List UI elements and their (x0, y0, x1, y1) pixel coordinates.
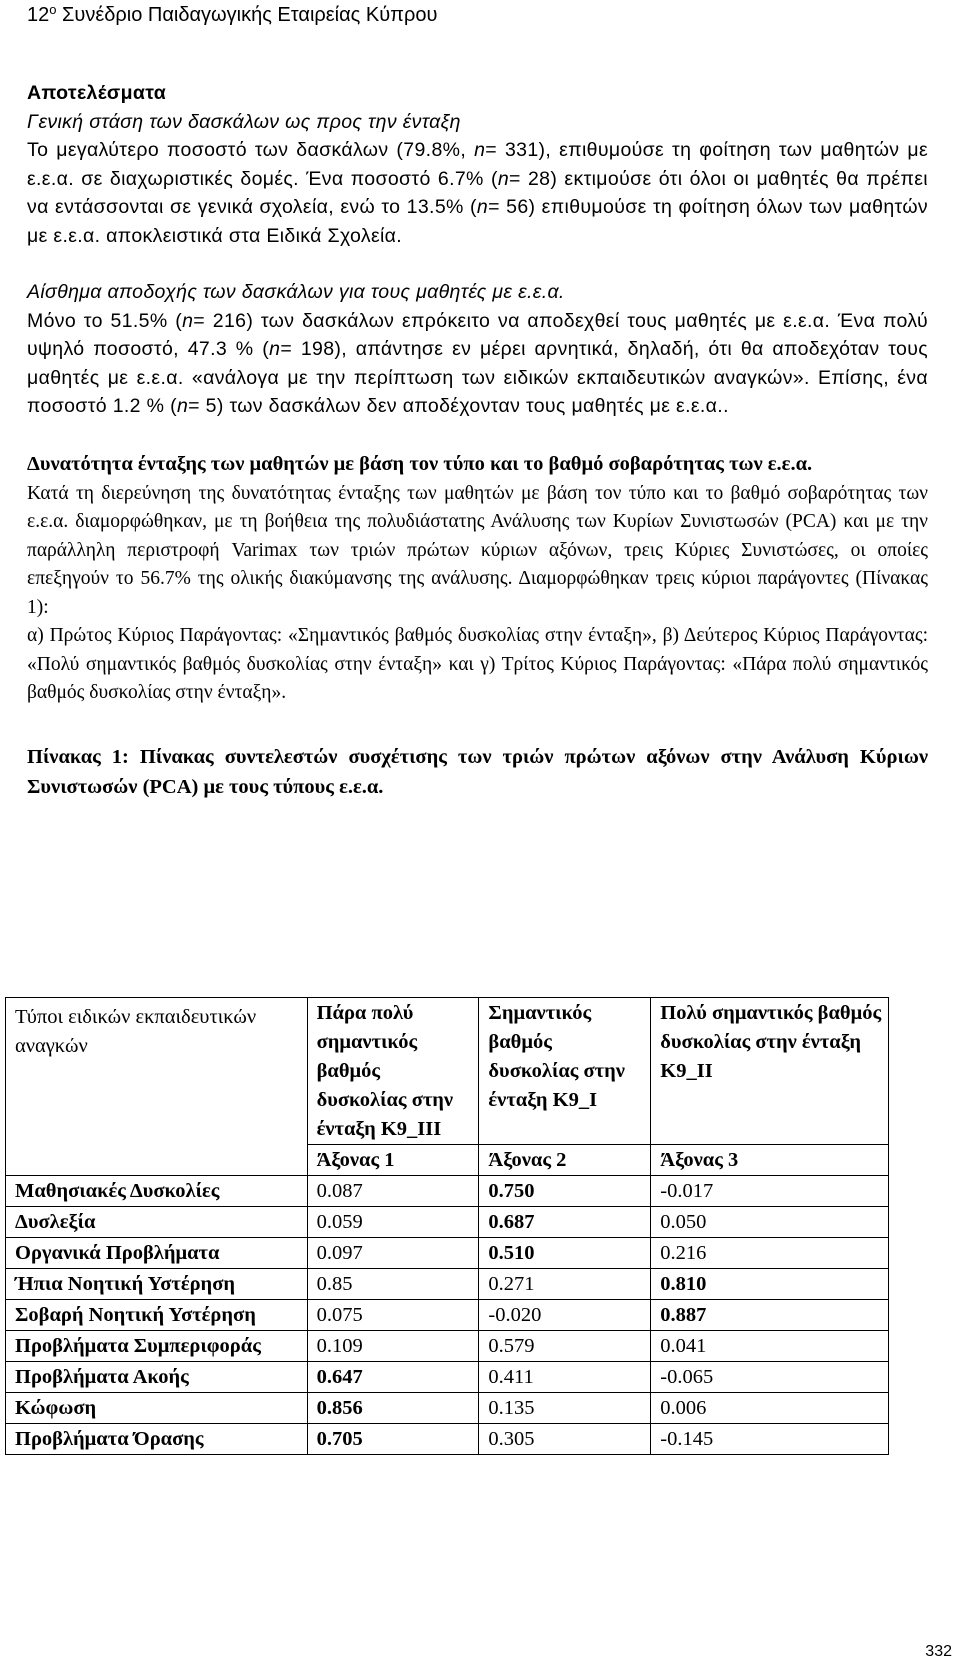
table-row (6, 1207, 889, 1238)
results-heading: Αποτελέσματα (27, 82, 167, 104)
value-cell: 0.097 (307, 1238, 479, 1269)
value-cell: 0.216 (651, 1238, 889, 1269)
section-heading: Δυνατότητα ένταξης των μαθητών με βάση τον τύπο και το βαθμό σοβαρότητας των ε.ε.α. (27, 452, 813, 475)
axis-label: Άξονας 1 (307, 1145, 479, 1176)
value-cell: 0.647 (307, 1362, 479, 1393)
value-cell: 0.135 (479, 1393, 651, 1424)
conference-number: 12 (27, 4, 50, 26)
row-label: Προβλήματα Συμπεριφοράς (6, 1331, 308, 1362)
axis-label: Άξονας 2 (479, 1145, 651, 1176)
table-row (6, 1176, 889, 1207)
column-header: Πολύ σημαντικός βαθμός δυσκολίας στην ένταξη Κ9_ΙΙ (651, 998, 889, 1145)
page-number: 332 (925, 1643, 952, 1660)
column-header: Πάρα πολύ σημαντικός βαθμός δυσκολίας στην ένταξη Κ9_ΙΙΙ (307, 998, 479, 1145)
value-cell: 0.687 (479, 1207, 651, 1238)
value-cell: 0.271 (479, 1269, 651, 1300)
value-cell: 0.305 (479, 1424, 651, 1455)
row-label: Δυσλεξία (6, 1207, 308, 1238)
value-cell: 0.705 (307, 1424, 479, 1455)
table-row (6, 1300, 889, 1331)
section-paragraph-1: Κατά τη διερεύνηση της δυνατότητας ένταξης των μαθητών με βάση τον τύπο και το βαθμό σοβαρότητας των ε.ε.α. διαμορφώθηκαν, με τη βοήθεια της πολυδιάστατης Ανάλυσης των Κυρίων Συνιστωσών (PCA) και με την παράλληλη περιστροφή Varimax των τριών πρώτων κύριων αξόνων, τρεις Κύριες Συνιστώσες, οι οποίες επεξηγούν το 56.7% της ολικής διακύμανσης της ανάλυσης. Διαμορφώθηκαν τρεις κύριοι παράγοντες (Πίνακας 1): (27, 482, 928, 618)
acceptance-subheading: Αίσθημα αποδοχής των δασκάλων για τους μαθητές με ε.ε.α. (27, 281, 565, 303)
results-paragraph-1: Το μεγαλύτερο ποσοστό των δασκάλων (79.8%, n= 331), επιθυμούσε τη φοίτηση των μαθητών με ε.ε.α. σε διαχωριστικές δομές. Ένα ποσοστό 6.7% (n= 28) εκτιμούσε ότι όλοι οι μαθητές θα πρέπει να εντάσσονται σε γενικά σχολεία, ενώ το 13.5% (n= 56) επιθυμούσε τη φοίτηση όλων των μαθητών με ε.ε.α. αποκλειστικά στα Ειδικά Σχολεία. (27, 139, 928, 247)
value-cell: -0.145 (651, 1424, 889, 1455)
body-text (27, 79, 928, 802)
value-cell: 0.059 (307, 1207, 479, 1238)
corner-cell: Τύποι ειδικών εκπαιδευτικών αναγκών (6, 998, 308, 1176)
row-label: Προβλήματα Όρασης (6, 1424, 308, 1455)
value-cell: -0.017 (651, 1176, 889, 1207)
value-cell: 0.810 (651, 1269, 889, 1300)
results-paragraph-2: Μόνο το 51.5% (n= 216) των δασκάλων επρόκειτο να αποδεχθεί τους μαθητές με ε.ε.α. Ένα πολύ υψηλό ποσοστό, 47.3 % (n= 198), απάντησε εν μέρει αρνητικά, δηλαδή, ότι θα αποδεχόταν τους μαθητές με ε.ε.α. «ανάλογα με την περίπτωση των ειδικών εκπαιδευτικών αναγκών». Επίσης, ένα ποσοστό 1.2 % (n= 5) των δασκάλων δεν αποδέχονταν τους μαθητές με ε.ε.α.. (27, 309, 928, 417)
table-row (6, 1424, 889, 1455)
results-subheading: Γενική στάση των δασκάλων ως προς την ένταξη (27, 110, 461, 133)
value-cell: 0.85 (307, 1269, 479, 1300)
table-row (6, 1393, 889, 1424)
value-cell: 0.050 (651, 1207, 889, 1238)
value-cell: -0.020 (479, 1300, 651, 1331)
value-cell: 0.750 (479, 1176, 651, 1207)
table-caption: Πίνακας 1: Πίνακας συντελεστών συσχέτισης των τριών πρώτων αξόνων στην Ανάλυση Κύριων Συνιστωσών (PCA) με τους τύπους ε.ε.α. (27, 745, 928, 798)
row-label: Ήπια Νοητική Υστέρηση (6, 1269, 308, 1300)
loadings-table (5, 997, 889, 1455)
ordinal-superscript: ο (49, 2, 57, 17)
value-cell: 0.510 (479, 1238, 651, 1269)
row-label: Σοβαρή Νοητική Υστέρηση (6, 1300, 308, 1331)
value-cell: 0.856 (307, 1393, 479, 1424)
value-cell: 0.075 (307, 1300, 479, 1331)
row-label: Μαθησιακές Δυσκολίες (6, 1176, 308, 1207)
table-row (6, 1269, 889, 1300)
value-cell: 0.109 (307, 1331, 479, 1362)
value-cell: 0.411 (479, 1362, 651, 1393)
axis-label: Άξονας 3 (651, 1145, 889, 1176)
table-row (6, 1331, 889, 1362)
value-cell: 0.887 (651, 1300, 889, 1331)
value-cell: 0.087 (307, 1176, 479, 1207)
table-row (6, 1238, 889, 1269)
conference-title: Συνέδριο Παιδαγωγικής Εταιρείας Κύπρου (62, 4, 438, 26)
row-label: Προβλήματα Ακοής (6, 1362, 308, 1393)
column-header: Σημαντικός βαθμός δυσκολίας στην ένταξη Κ9_Ι (479, 998, 651, 1145)
row-label: Κώφωση (6, 1393, 308, 1424)
value-cell: 0.579 (479, 1331, 651, 1362)
value-cell: 0.041 (651, 1331, 889, 1362)
section-paragraph-2: α) Πρώτος Κύριος Παράγοντας: «Σημαντικός βαθμός δυσκολίας στην ένταξη», β) Δεύτερος Κύριος Παράγοντας: «Πολύ σημαντικός βαθμός δυσκολίας στην ένταξη» και γ) Τρίτος Κύριος Παράγοντας: «Πάρα πολύ σημαντικός βαθμός δυσκολίας στην ένταξη». (27, 625, 928, 703)
row-label: Οργανικά Προβλήματα (6, 1238, 308, 1269)
table-header-row (6, 998, 889, 1145)
value-cell: 0.006 (651, 1393, 889, 1424)
running-header (27, 2, 437, 28)
table-row (6, 1362, 889, 1393)
value-cell: -0.065 (651, 1362, 889, 1393)
